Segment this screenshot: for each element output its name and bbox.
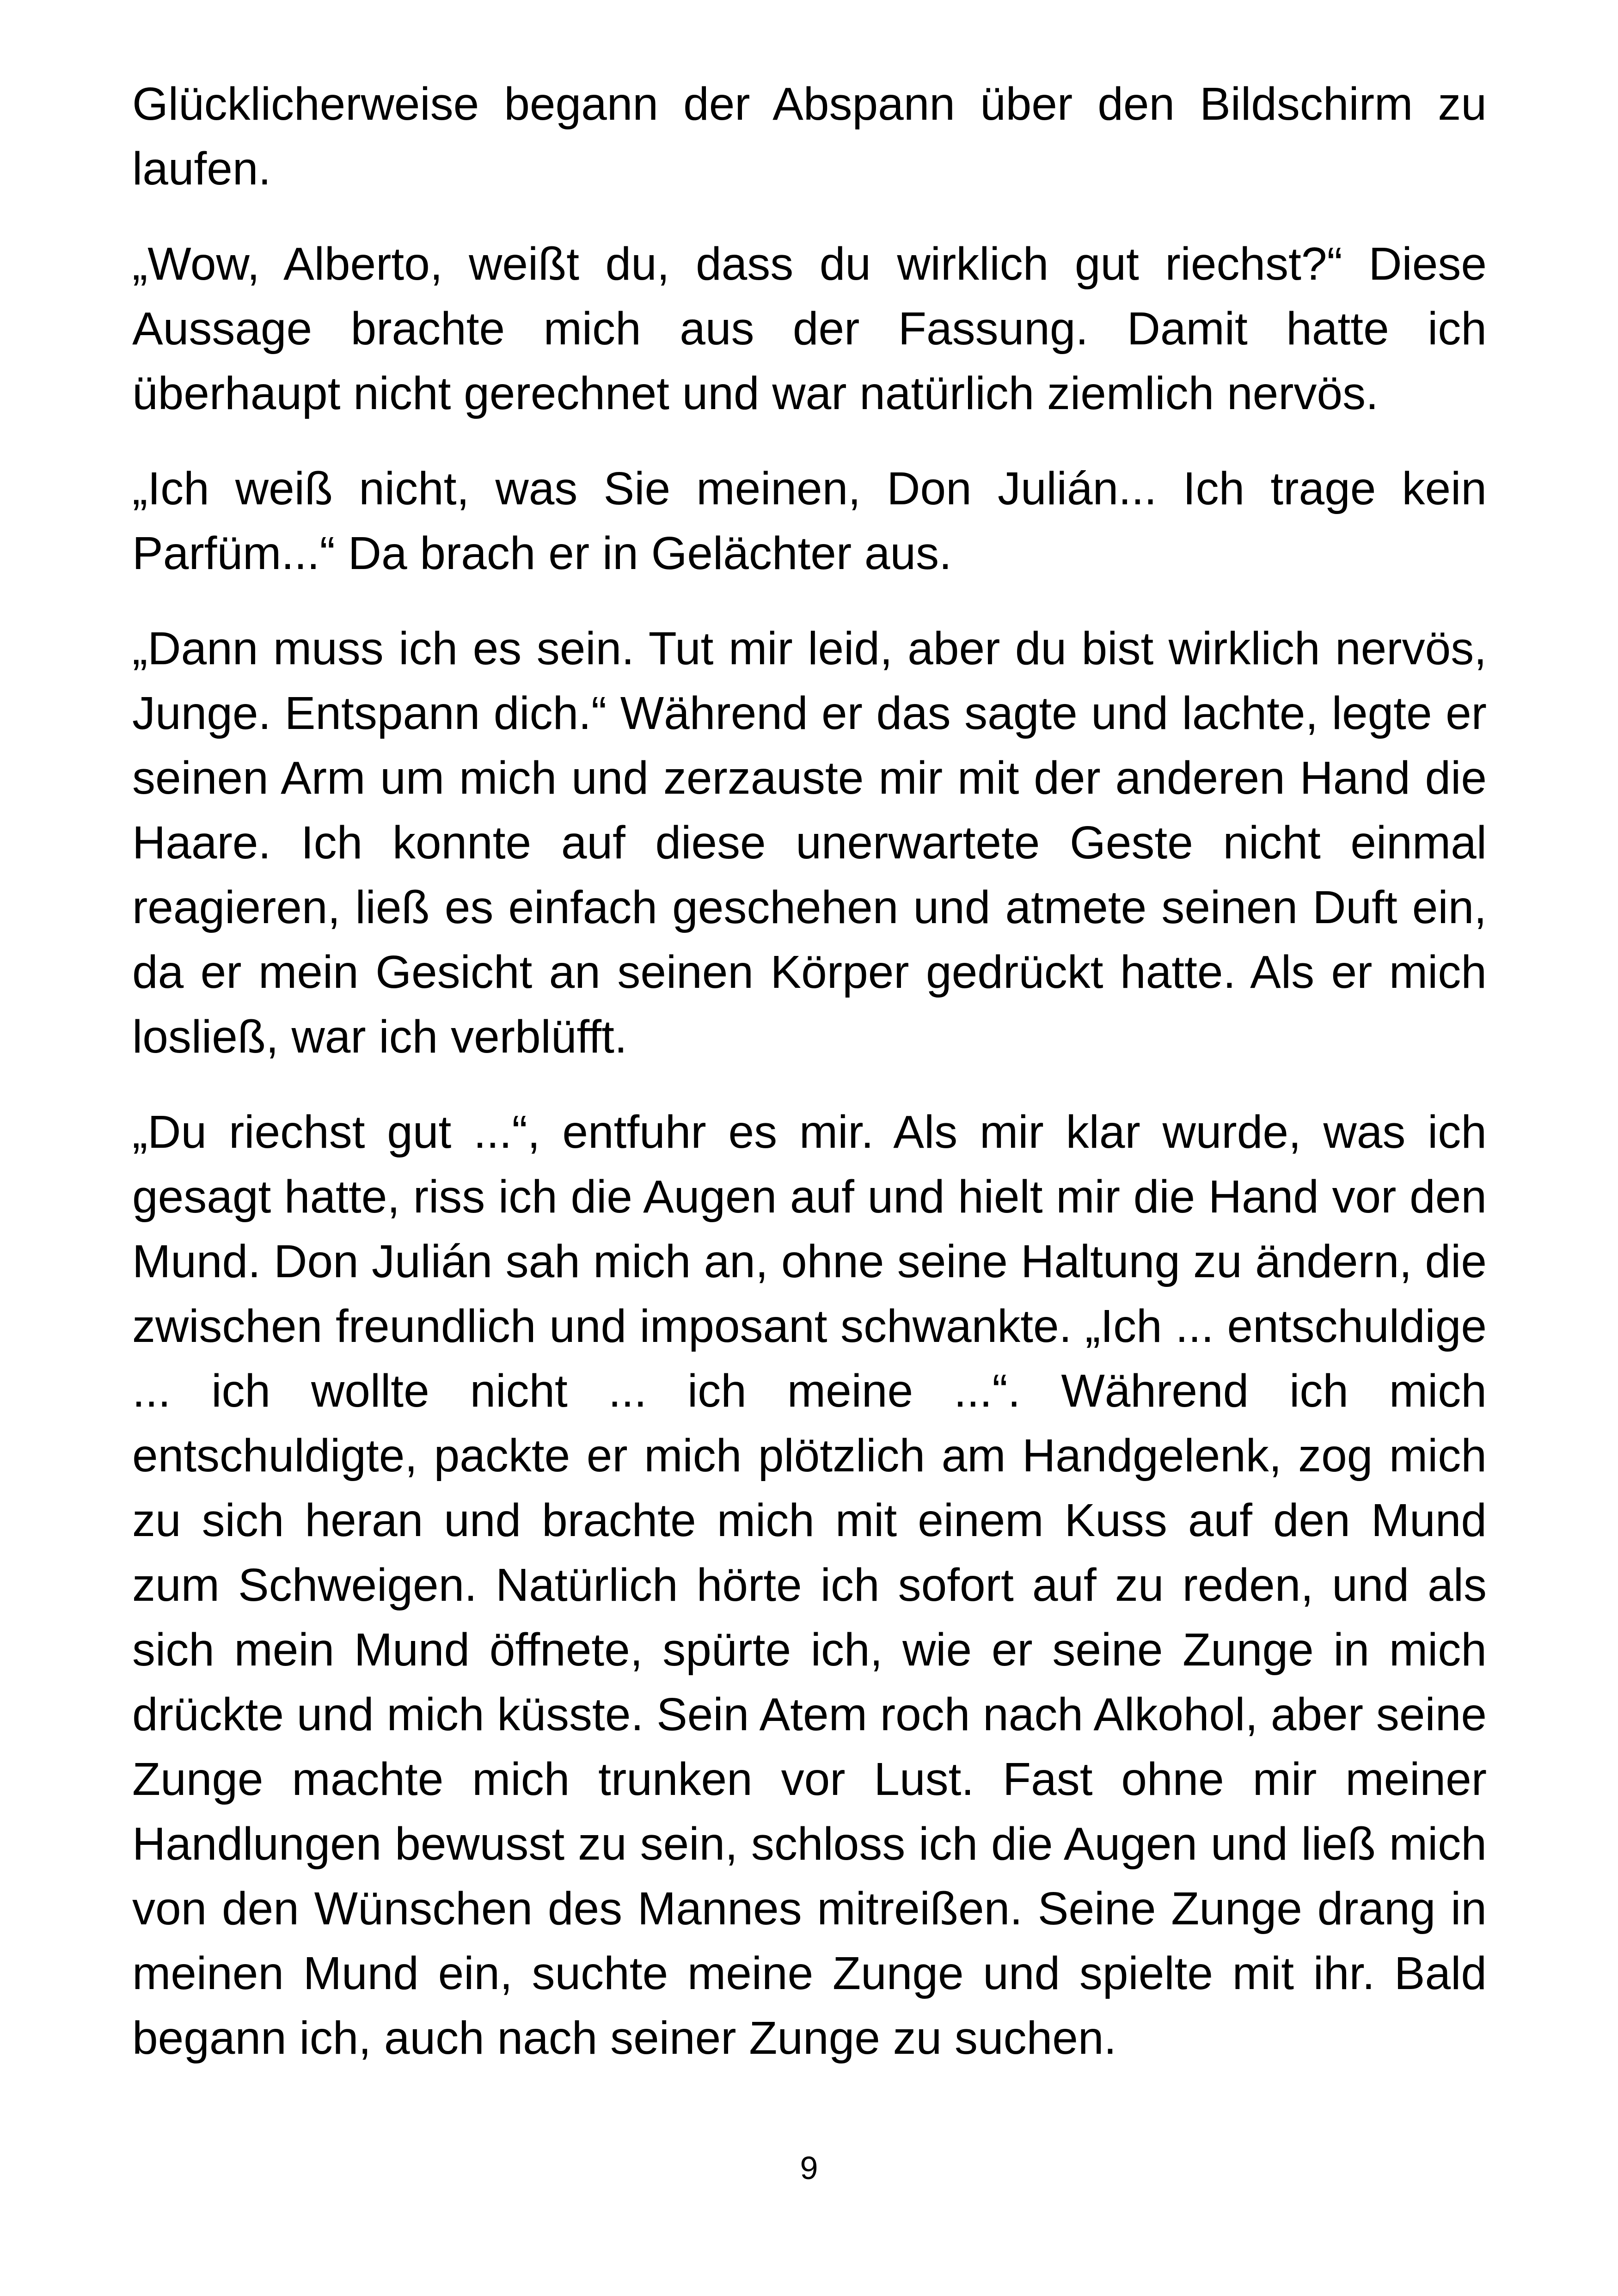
- paragraph-1: Glücklicherweise begann der Abspann über den Bildschirm zu laufen.: [132, 78, 1487, 195]
- body-text: [132, 72, 1487, 2070]
- page-number: 9: [800, 2150, 818, 2186]
- paragraph-2: „Wow, Alberto, weißt du, dass du wirklich gut riechst?“ Diese Aussage brachte mich aus der Fassung. Damit hatte ich überhaupt nicht gerechnet und war natürlich ziemlich nervös.: [132, 238, 1487, 419]
- paragraph-3: „Ich weiß nicht, was Sie meinen, Don Julián... Ich trage kein Parfüm...“ Da brach er in Gelächter aus.: [132, 463, 1487, 579]
- paragraph-5: „Du riechst gut ...“, entfuhr es mir. Als mir klar wurde, was ich gesagt hatte, riss ich die Augen auf und hielt mir die Hand vor den Mund. Don Julián sah mich an, ohne seine Haltung zu ändern, die zwischen freundlich und imposant schwankte. „Ich ... entschuldige ... ich wollte nicht ... ich meine ...“. Während ich mich entschuldigte, packte er mich plötzlich am Handgelenk, zog mich zu sich heran und brachte mich mit einem Kuss auf den Mund zum Schweigen. Natürlich hörte ich sofort auf zu reden, und als sich mein Mund öffnete, spürte ich, wie er seine Zunge in mich drückte und mich küsste. Sein Atem roch nach Alkohol, aber seine Zunge machte mich trunken vor Lust. Fast ohne mir meiner Handlungen bewusst zu sein, schloss ich die Augen und ließ mich von den Wünschen des Mannes mitreißen. Seine Zunge drang in meinen Mund ein, suchte meine Zunge und spielte mit ihr. Bald begann ich, auch nach seiner Zunge zu suchen.: [132, 1106, 1487, 2064]
- paragraph-4: „Dann muss ich es sein. Tut mir leid, aber du bist wirklich nervös, Junge. Entspann dich.“ Während er das sagte und lachte, legte er seinen Arm um mich und zerzauste mir mit der anderen Hand die Haare. Ich konnte auf diese unerwartete Geste nicht einmal reagieren, ließ es einfach geschehen und atmete seinen Duft ein, da er mein Gesicht an seinen Körper gedrückt hatte. Als er mich losließ, war ich verblüfft.: [132, 623, 1487, 1063]
